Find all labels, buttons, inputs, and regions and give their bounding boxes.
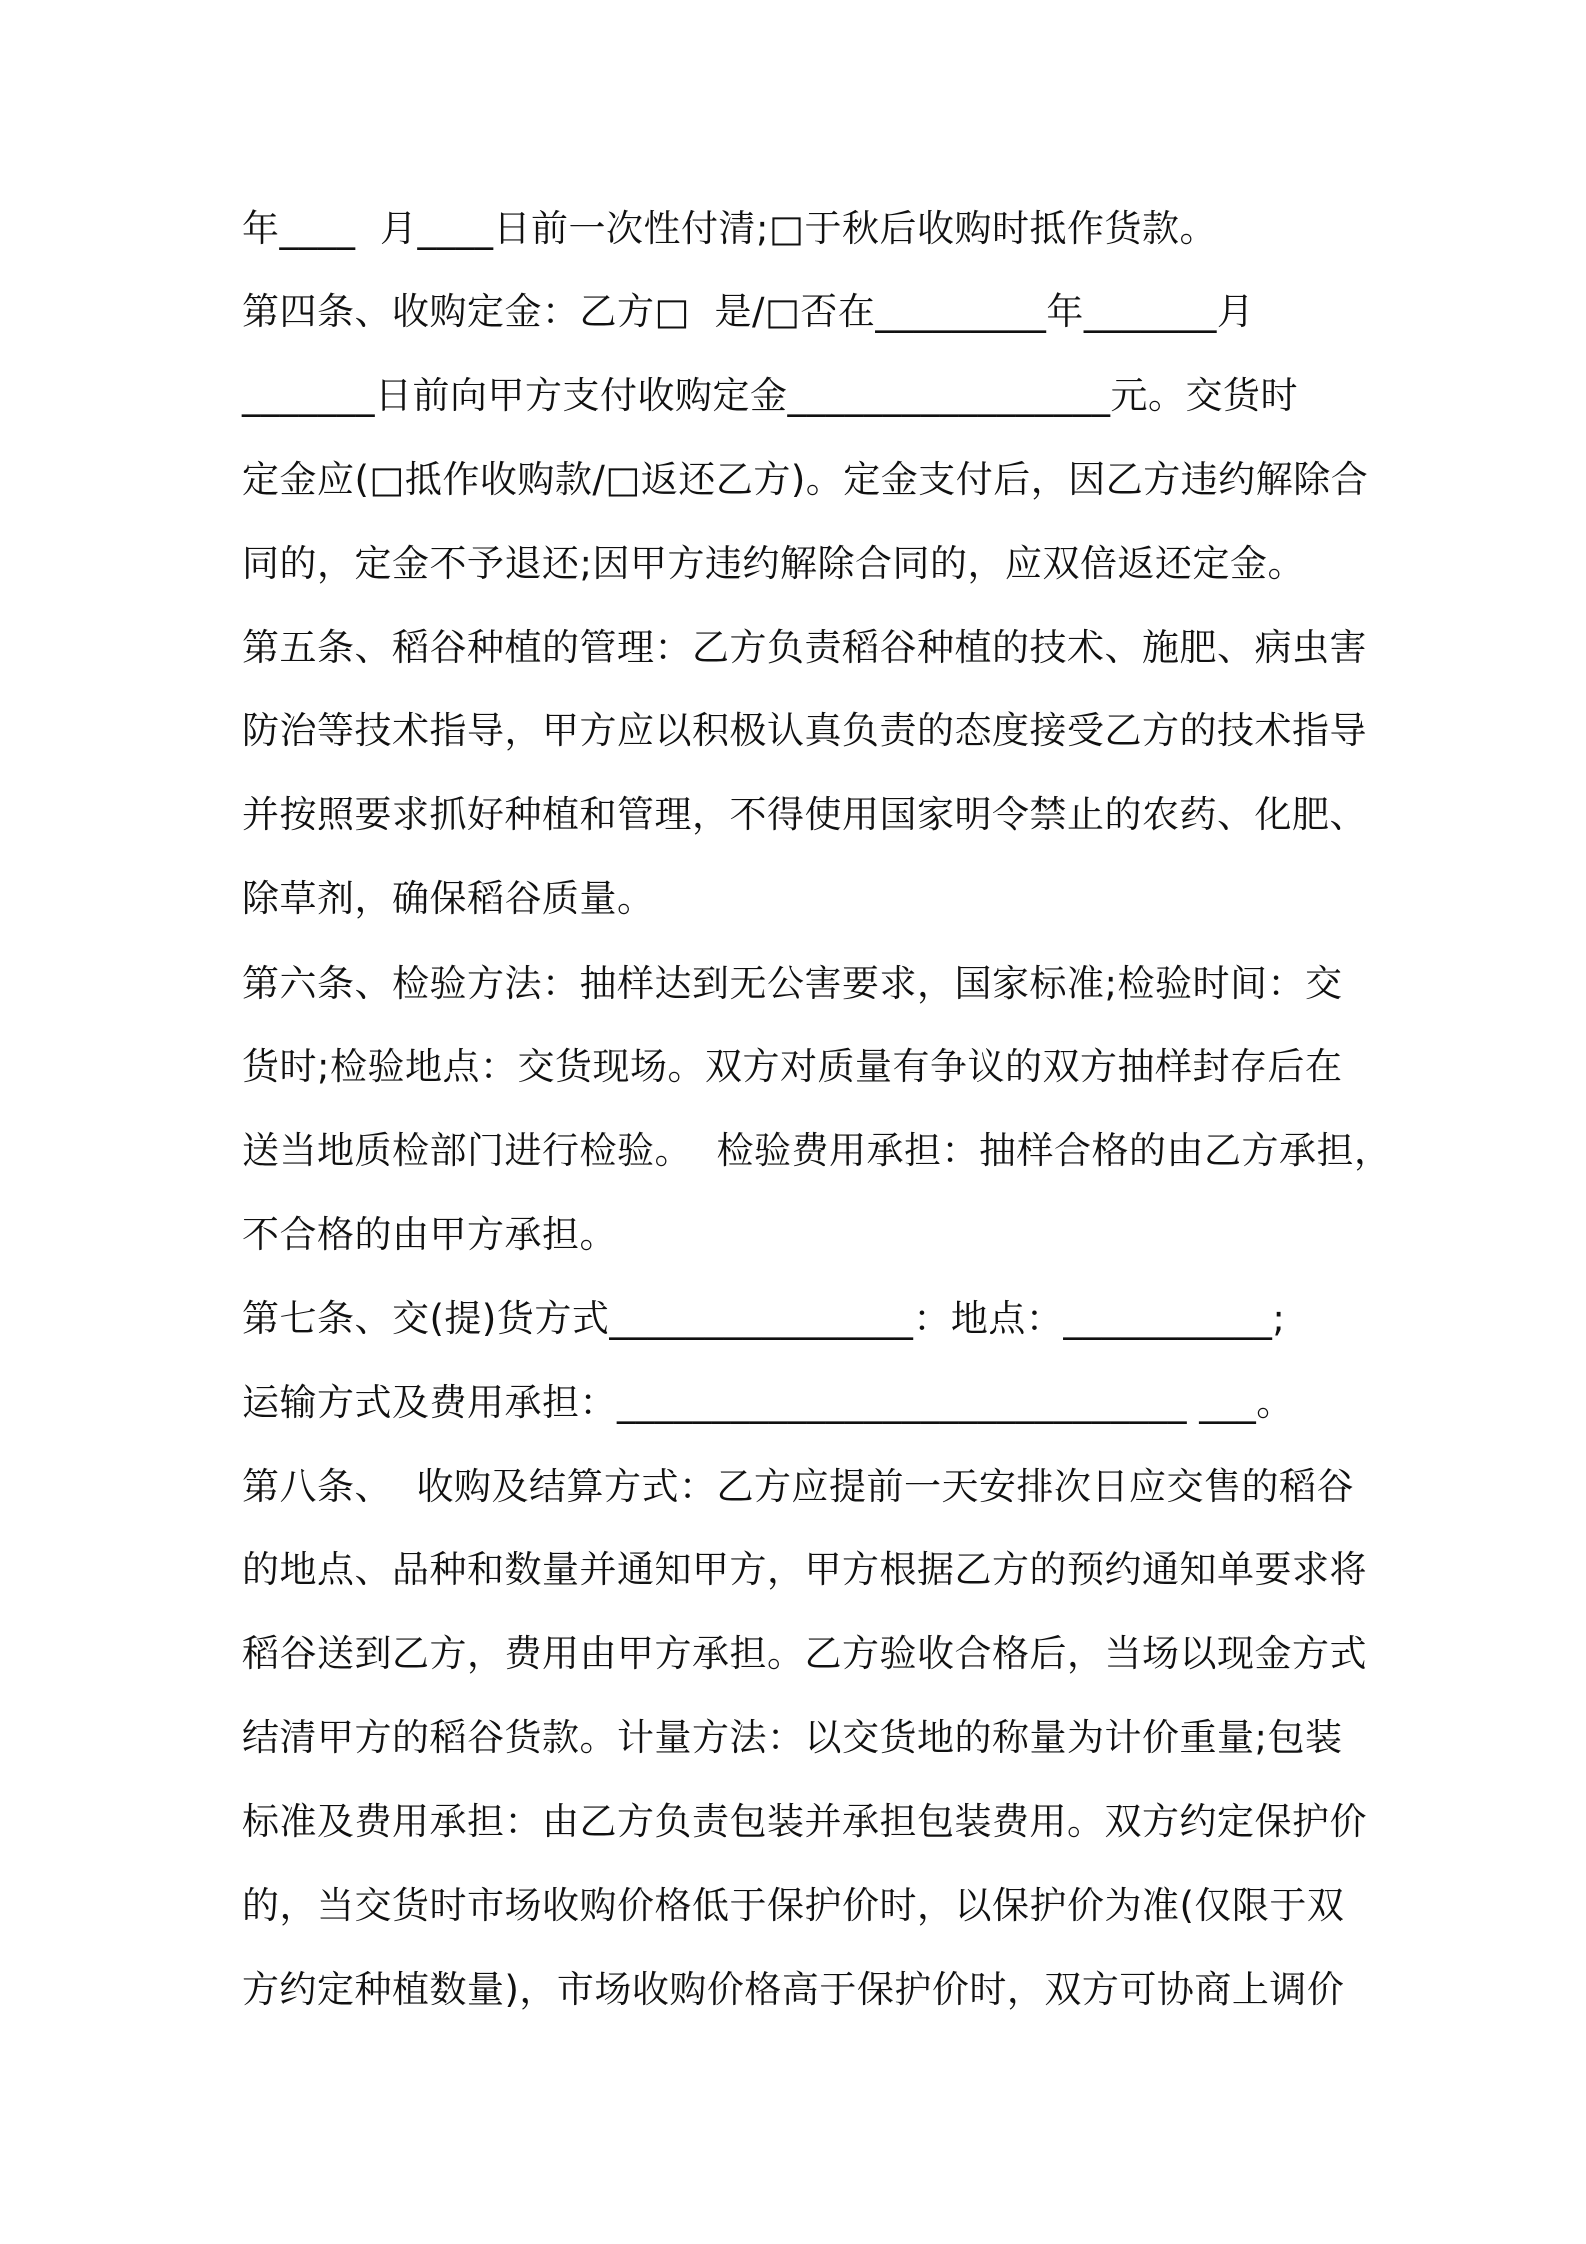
text-line: 的，当交货时市场收购价格低于保护价时，以保护价为准(仅限于双: [242, 1884, 1345, 1927]
text-line: 方约定种植数量)，市场收购价格高于保护价时，双方可协商上调价: [242, 1968, 1345, 2011]
text-line: 第五条、稻谷种植的管理：乙方负责稻谷种植的技术、施肥、病虫害: [242, 626, 1367, 669]
text-line: 标准及费用承担：由乙方负责包装并承担包装费用。双方约定保护价: [242, 1800, 1367, 1843]
text-line: 的地点、品种和数量并通知甲方，甲方根据乙方的预约通知单要求将: [242, 1548, 1367, 1591]
text-line: 不合格的由甲方承担。: [242, 1213, 617, 1256]
text-line: 稻谷送到乙方，费用由甲方承担。乙方验收合格后，当场以现金方式: [242, 1632, 1367, 1675]
text-line: 货时;检验地点：交货现场。双方对质量有争议的双方抽样封存后在: [242, 1045, 1343, 1088]
text-line: 结清甲方的稻谷货款。计量方法：以交货地的称量为计价重量;包装: [242, 1716, 1343, 1759]
text-line: 第六条、检验方法：抽样达到无公害要求，国家标准;检验时间：交: [242, 962, 1343, 1005]
text-line: 年____ 月____日前一次性付清;□于秋后收购时抵作货款。: [242, 207, 1217, 250]
text-line: 第七条、交(提)货方式________________：地点：___________;: [242, 1297, 1286, 1340]
text-line: 第四条、收购定金：乙方□ 是/□否在_________年_______月: [242, 290, 1255, 333]
text-line: 除草剂，确保稻谷质量。: [242, 877, 655, 920]
text-line: 并按照要求抓好种植和管理，不得使用国家明令禁止的农药、化肥、: [242, 793, 1367, 836]
text-line: 第八条、 收购及结算方式：乙方应提前一天安排次日应交售的稻谷: [242, 1465, 1355, 1508]
text-line: 定金应(□抵作收购款/□返还乙方)。定金支付后，因乙方违约解除合: [242, 458, 1369, 501]
text-line: 同的，定金不予退还;因甲方违约解除合同的，应双倍返还定金。: [242, 542, 1305, 585]
text-line: 运输方式及费用承担：______________________________ ___。: [242, 1381, 1294, 1424]
text-line: 防治等技术指导，甲方应以积极认真负责的态度接受乙方的技术指导: [242, 709, 1367, 752]
text-line: 送当地质检部门进行检验。 检验费用承担：抽样合格的由乙方承担，: [242, 1129, 1392, 1172]
text-line: _______日前向甲方支付收购定金_________________元。交货时: [242, 374, 1298, 417]
